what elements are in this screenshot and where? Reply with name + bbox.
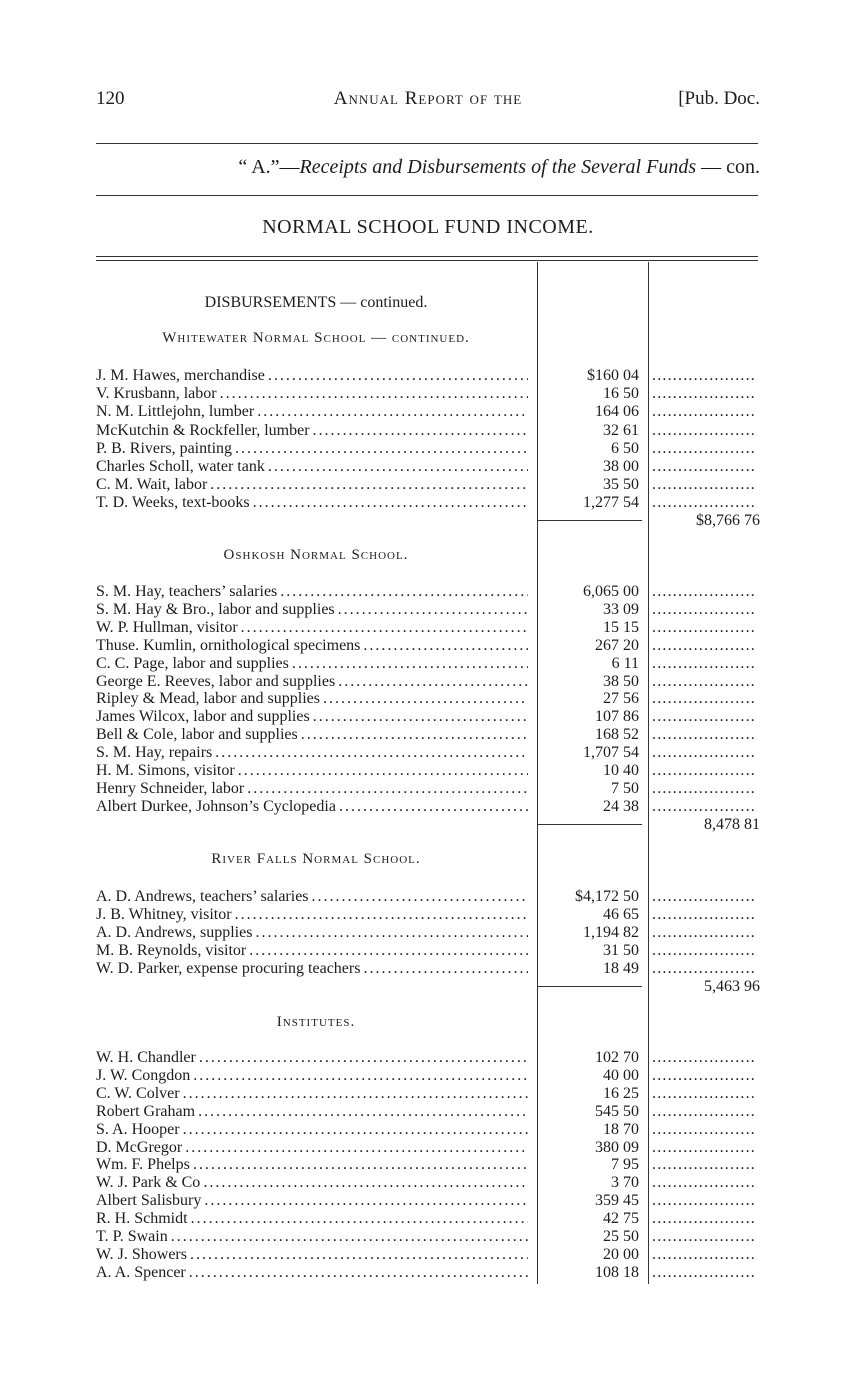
payee-text: Ripley & Mead, labor and supplies	[96, 690, 320, 708]
disbursements-heading: DISBURSEMENTS — continued.	[204, 294, 428, 311]
amount-cell: 6,065 00	[583, 583, 639, 600]
payee-text: S. M. Hay, teachers’ salaries	[96, 583, 278, 600]
caption-italic: Receipts and Disbursements of the Several Funds	[299, 156, 697, 178]
ledger-row	[96, 583, 760, 601]
fund-title: NORMAL SCHOOL FUND INCOME.	[262, 216, 594, 238]
leader-dots	[652, 673, 756, 691]
leader-dots	[652, 1192, 756, 1210]
payee-name	[96, 1264, 528, 1282]
ledger-row	[96, 942, 760, 960]
ledger-row	[96, 1103, 760, 1121]
payee-text: Henry Schneider, labor	[96, 779, 245, 797]
payee-text: W. H. Chandler	[96, 1049, 196, 1066]
ledger-row	[96, 494, 760, 512]
ledger-row	[96, 780, 760, 798]
payee-text: McKutchin & Rockfeller, lumber	[96, 421, 310, 439]
section-total: $8,766 76	[696, 512, 760, 529]
payee-name	[96, 476, 528, 494]
payee-text: Albert Durkee, Johnson’s Cyclopedia	[96, 797, 336, 815]
payee-name	[96, 1228, 528, 1246]
caption-rule	[96, 195, 758, 196]
leader-dots	[652, 690, 756, 708]
ledger-row	[96, 960, 760, 978]
payee-name	[96, 403, 528, 421]
payee-text: Bell & Cole, labor and supplies	[96, 726, 298, 744]
payee-text: C. M. Wait, labor	[96, 476, 208, 494]
ledger-row	[96, 1192, 760, 1210]
ledger-row	[96, 403, 760, 421]
ledger-row	[96, 1228, 760, 1246]
amount-cell: $4,172 50	[575, 888, 639, 905]
ledger-row	[96, 422, 760, 440]
leader-dots	[652, 1067, 756, 1085]
amount-cell: 38 50	[603, 672, 639, 690]
leader-dots	[652, 403, 756, 421]
ledger-row	[96, 690, 760, 708]
leader-dots	[652, 1246, 756, 1264]
ledger-row	[96, 619, 760, 637]
payee-name	[96, 422, 528, 440]
ledger-row	[96, 1121, 760, 1139]
amount-cell: 40 00	[603, 1066, 639, 1084]
payee-name	[96, 1121, 528, 1139]
payee-name	[96, 726, 528, 744]
leader-dots	[652, 1139, 756, 1157]
section-heading: River Falls Normal School.	[211, 851, 421, 867]
payee-text: S. A. Hooper	[96, 1120, 180, 1138]
leader-dots	[652, 637, 756, 655]
leader-dots	[652, 1049, 756, 1067]
payee-text: T. P. Swain	[96, 1228, 168, 1245]
amount-cell: 359 45	[595, 1192, 639, 1210]
amount-cell: 1,194 82	[583, 923, 639, 941]
amount-cell: 380 09	[595, 1138, 639, 1156]
amount-cell: 7 50	[611, 779, 639, 797]
ledger-row	[96, 1139, 760, 1157]
payee-text: J. M. Hawes, merchandise	[96, 367, 265, 384]
leader-dots	[652, 367, 756, 385]
ledger-row	[96, 1174, 760, 1192]
section-heading: Oshkosh Normal School.	[223, 547, 409, 563]
payee-name	[96, 583, 528, 601]
leader-dots	[652, 1264, 756, 1282]
amount-cell: 168 52	[595, 726, 639, 744]
amount-cell: 18 49	[603, 959, 639, 977]
ledger-row	[96, 1156, 760, 1174]
leader-dots	[652, 924, 756, 942]
ledger-row	[96, 367, 760, 385]
amount-cell: 35 50	[603, 476, 639, 494]
running-head	[96, 88, 760, 114]
amount-cell: 27 56	[603, 690, 639, 708]
amount-cell: 267 20	[595, 636, 639, 654]
table-top-rule	[96, 256, 758, 261]
payee-text: A. D. Andrews, supplies	[96, 923, 253, 941]
payee-name	[96, 690, 528, 708]
leader-dots	[652, 655, 756, 673]
amount-cell: 3 70	[611, 1174, 639, 1192]
amount-cell: 32 61	[603, 421, 639, 439]
payee-name	[96, 673, 528, 691]
payee-text: C. W. Colver	[96, 1084, 180, 1102]
amount-cell: 6 11	[611, 654, 639, 672]
leader-dots	[652, 888, 756, 906]
section-total: 5,463 96	[704, 978, 760, 995]
ledger-row	[96, 1210, 760, 1228]
payee-name	[96, 637, 528, 655]
ledger-row	[96, 601, 760, 619]
ledger-row	[96, 655, 760, 673]
caption-prefix: “ A.”—	[238, 156, 300, 178]
section-total: 8,478 81	[704, 816, 760, 833]
amount-cell: 10 40	[603, 762, 639, 779]
leader-dots	[652, 385, 756, 403]
leader-dots	[652, 1210, 756, 1228]
payee-name	[96, 1067, 528, 1085]
amount-cell: 18 70	[603, 1120, 639, 1138]
payee-text: S. M. Hay & Bro., labor and supplies	[96, 600, 335, 618]
payee-name	[96, 1103, 528, 1121]
payee-name	[96, 1246, 528, 1264]
leader-dots	[652, 1228, 756, 1246]
payee-name	[96, 601, 528, 619]
payee-text: R. H. Schmidt	[96, 1210, 188, 1228]
payee-text: M. B. Reynolds, visitor	[96, 941, 247, 959]
payee-text: A. A. Spencer	[96, 1263, 186, 1281]
ledger-row	[96, 762, 760, 780]
ledger-row	[96, 744, 760, 762]
payee-name	[96, 385, 528, 403]
ledger-row	[96, 906, 760, 924]
amount-cell: 107 86	[595, 708, 639, 726]
leader-dots	[652, 780, 756, 798]
payee-text: George E. Reeves, labor and supplies	[96, 672, 336, 690]
amount-cell: 102 70	[595, 1049, 639, 1066]
amount-cell: 38 00	[603, 458, 639, 475]
leader-dots	[652, 960, 756, 978]
payee-text: Robert Graham	[96, 1102, 196, 1120]
amount-cell: 164 06	[595, 403, 639, 421]
leader-dots	[652, 619, 756, 637]
payee-name	[96, 458, 528, 476]
payee-name	[96, 798, 528, 816]
payee-text: S. M. Hay, repairs	[96, 744, 213, 762]
amount-cell: $160 04	[587, 367, 639, 384]
leader-dots	[652, 476, 756, 494]
payee-text: J. B. Whitney, visitor	[96, 905, 232, 923]
leader-dots	[652, 708, 756, 726]
section-heading: Institutes.	[276, 1014, 356, 1030]
payee-text: James Wilcox, labor and supplies	[96, 708, 310, 726]
ledger-row	[96, 476, 760, 494]
ledger-row	[96, 1246, 760, 1264]
leader-dots	[652, 583, 756, 601]
running-title: Annual Report of the	[333, 88, 523, 109]
amount-cell: 1,707 54	[583, 744, 639, 762]
payee-text: A. D. Andrews, teachers’ salaries	[96, 888, 309, 905]
amount-cell: 31 50	[603, 941, 639, 959]
payee-name	[96, 888, 528, 906]
ledger-row	[96, 440, 760, 458]
amount-cell: 16 50	[603, 385, 639, 403]
caption-suffix: — con.	[696, 156, 760, 178]
leader-dots	[652, 762, 756, 780]
amount-cell: 33 09	[603, 600, 639, 618]
payee-text: Wm. F. Phelps	[96, 1156, 190, 1174]
ledger-row	[96, 458, 760, 476]
payee-name	[96, 942, 528, 960]
payee-text: W. P. Hullman, visitor	[96, 618, 238, 636]
payee-name	[96, 960, 528, 978]
page-number: 120	[96, 88, 125, 109]
ledger-row	[96, 1085, 760, 1103]
leader-dots	[652, 798, 756, 816]
document-series: [Pub. Doc.	[678, 88, 760, 109]
ledger-row	[96, 1049, 760, 1067]
payee-name	[96, 1139, 528, 1157]
payee-name	[96, 1085, 528, 1103]
leader-dots	[652, 601, 756, 619]
payee-name	[96, 780, 528, 798]
leader-dots	[652, 458, 756, 476]
payee-name	[96, 619, 528, 637]
leader-dots	[652, 1085, 756, 1103]
ledger-row	[96, 708, 760, 726]
ledger-row	[96, 385, 760, 403]
ledger-row	[96, 637, 760, 655]
payee-name	[96, 744, 528, 762]
payee-text: Albert Salisbury	[96, 1192, 202, 1210]
leader-dots	[652, 906, 756, 924]
ledger-row	[96, 1264, 760, 1282]
payee-text: H. M. Simons, visitor	[96, 762, 235, 779]
ledger-row	[96, 1067, 760, 1085]
leader-dots	[652, 726, 756, 744]
leader-dots	[652, 440, 756, 458]
leader-dots	[652, 1174, 756, 1192]
payee-text: V. Krusbann, labor	[96, 385, 217, 403]
amount-cell: 108 18	[595, 1263, 639, 1281]
payee-name	[96, 924, 528, 942]
leader-dots	[652, 1103, 756, 1121]
header-rule	[96, 143, 758, 144]
payee-name	[96, 708, 528, 726]
payee-name	[96, 1192, 528, 1210]
leader-dots	[652, 942, 756, 960]
payee-name	[96, 1156, 528, 1174]
ledger-row	[96, 673, 760, 691]
amount-cell: 6 50	[611, 439, 639, 457]
section-heading: Whitewater Normal School — continued.	[162, 330, 470, 346]
payee-text: C. C. Page, labor and supplies	[96, 654, 289, 672]
ledger-row	[96, 726, 760, 744]
payee-name	[96, 655, 528, 673]
payee-name	[96, 1174, 528, 1192]
amount-cell: 20 00	[603, 1245, 639, 1263]
payee-name	[96, 440, 528, 458]
amount-cell: 7 95	[611, 1156, 639, 1174]
ledger-row	[96, 924, 760, 942]
payee-name	[96, 906, 528, 924]
table-caption	[96, 156, 760, 179]
leader-dots	[652, 1156, 756, 1174]
amount-cell: 15 15	[603, 618, 639, 636]
payee-text: Charles Scholl, water tank	[96, 458, 265, 475]
payee-text: W. J. Park & Co	[96, 1174, 201, 1192]
leader-dots	[652, 744, 756, 762]
payee-name	[96, 494, 528, 512]
amount-cell: 545 50	[595, 1102, 639, 1120]
payee-text: N. M. Littlejohn, lumber	[96, 403, 255, 421]
leader-dots	[652, 494, 756, 512]
ledger-row	[96, 798, 760, 816]
payee-text: W. D. Parker, expense procuring teachers	[96, 959, 361, 977]
amount-cell: 42 75	[603, 1210, 639, 1228]
payee-name	[96, 1049, 528, 1067]
amount-cell: 24 38	[603, 797, 639, 815]
payee-name	[96, 1210, 528, 1228]
payee-text: J. W. Congdon	[96, 1066, 191, 1084]
payee-text: P. B. Rivers, painting	[96, 439, 233, 457]
leader-dots	[652, 1121, 756, 1139]
amount-cell: 46 65	[603, 905, 639, 923]
leader-dots	[652, 422, 756, 440]
payee-text: Thuse. Kumlin, ornithological specimens	[96, 636, 361, 654]
payee-text: T. D. Weeks, text-books	[96, 494, 250, 512]
payee-text: W. J. Showers	[96, 1245, 187, 1263]
payee-text: D. McGregor	[96, 1138, 183, 1156]
amount-cell: 25 50	[603, 1228, 639, 1245]
payee-name	[96, 762, 528, 780]
payee-name	[96, 367, 528, 385]
amount-cell: 1,277 54	[583, 494, 639, 512]
amount-cell: 16 25	[603, 1084, 639, 1102]
ledger-row	[96, 888, 760, 906]
